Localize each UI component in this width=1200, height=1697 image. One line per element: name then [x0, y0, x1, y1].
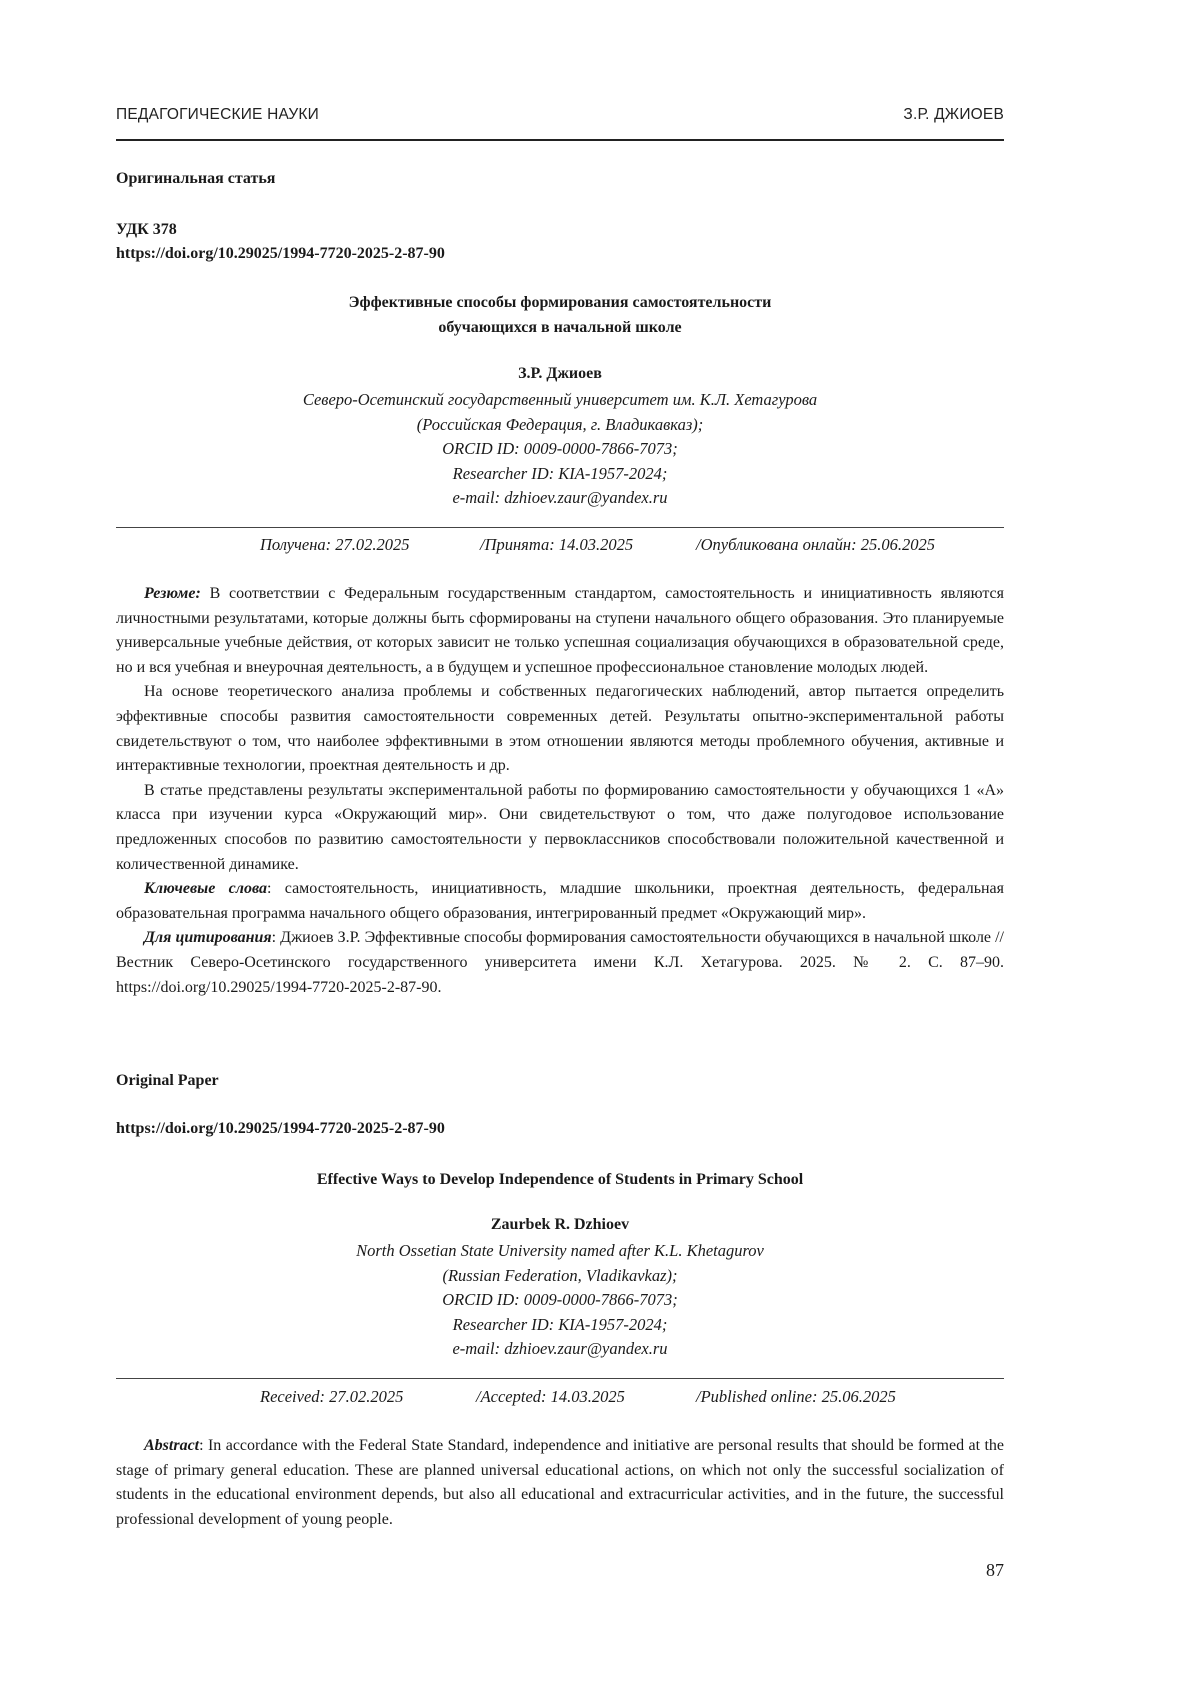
en-abstract-label: Abstract: [144, 1437, 200, 1454]
ru-affiliation-location: (Российская Федерация, г. Владикавказ);: [416, 414, 704, 434]
en-researcher-id: Researcher ID: KIA-1957-2024;: [452, 1314, 668, 1334]
en-affiliation-location: (Russian Federation, Vladikavkaz);: [442, 1265, 678, 1285]
ru-abstract-paragraph-2: На основе теоретического анализа проблемы и собственных педагогических наблюдений, автор пытается определить эффективные способы развития самостоятельности современных детей. Результаты опытно-экспериментальной работы свидетельствуют о том, что наиболее эффективными в этом отношении являются методы проблемного обучения, активные и интерактивные технологии, проектная деятельность и др.: [116, 683, 1004, 775]
en-affiliation-university: North Ossetian State University named after K.L. Khetagurov: [356, 1241, 764, 1260]
en-article-type: Original Paper: [116, 1072, 219, 1089]
en-received: Received: 27.02.2025: [260, 1387, 404, 1406]
ru-abstract: [116, 582, 1004, 1000]
ru-affiliation: [116, 388, 1004, 511]
running-head-author: З.Р. ДЖИОЕВ: [903, 106, 1004, 123]
ru-dates-rule: [116, 527, 1004, 528]
ru-udc: УДК 378: [116, 221, 177, 238]
ru-abstract-label: Резюме:: [144, 585, 201, 602]
en-dates-rule: [116, 1378, 1004, 1379]
en-doi: https://doi.org/10.29025/1994-7720-2025-2-87-90: [116, 1120, 445, 1137]
ru-keywords: Ключевые слова: самостоятельность, инициативность, младшие школьники, проектная деятельность, федеральная образовательная программа начального общего образования, интегрированный предмет «Окружающий мир».: [116, 880, 1005, 922]
ru-title: [116, 290, 1004, 340]
ru-keywords-label: Ключевые слова: [144, 880, 268, 898]
ru-title-line-1: Эффективные способы формирования самостоятельности: [348, 294, 772, 311]
ru-published: /Опубликована онлайн: 25.06.2025: [696, 535, 935, 554]
ru-citation: Для цитирования: Джиоев З.Р. Эффективные способы формирования самостоятельности обучающихся в начальной школе // Вестник Северо-Осетинского государственного университета имени К.Л. Хетагурова. 2025. № 2. С. 87–90. https://doi.org/10.29025/1994-7720-2025-2-87-90.: [116, 929, 1004, 996]
ru-email: e-mail: dzhioev.zaur@yandex.ru: [452, 488, 668, 507]
en-published: /Published online: 25.06.2025: [696, 1387, 896, 1406]
ru-affiliation-university: Северо-Осетинский государственный университет им. К.Л. Хетагурова: [302, 390, 818, 409]
header-rule: [116, 139, 1004, 141]
en-accepted: /Accepted: 14.03.2025: [476, 1387, 625, 1406]
ru-article-type: Оригинальная статья: [116, 170, 276, 187]
journal-page: [116, 0, 1004, 1697]
en-author: Zaurbek R. Dzhioev: [490, 1216, 630, 1233]
en-abstract-paragraph: Abstract: In accordance with the Federal State Standard, independence and initiative are personal results that should be formed at the stage of primary general education. These are planned universal educational actions, on which not only the successful socialization of students in the educational environment depends, but also all educational and extracurricular activities, and in the future, the successful professional development of young people.: [116, 1437, 1004, 1528]
en-email: e-mail: dzhioev.zaur@yandex.ru: [452, 1339, 668, 1358]
ru-author: З.Р. Джиоев: [518, 365, 602, 382]
en-abstract: [116, 1434, 1004, 1532]
page-number: 87: [986, 1560, 1004, 1580]
en-affiliation: [116, 1239, 1004, 1362]
ru-orcid: ORCID ID: 0009-0000-7866-7073;: [442, 439, 678, 458]
ru-doi: https://doi.org/10.29025/1994-7720-2025-2-87-90: [116, 245, 445, 262]
en-orcid: ORCID ID: 0009-0000-7866-7073;: [442, 1290, 678, 1309]
ru-title-line-2: обучающихся в начальной школе: [438, 319, 682, 336]
ru-accepted: /Принята: 14.03.2025: [480, 535, 634, 554]
ru-citation-label: Для цитирования: [144, 929, 272, 947]
ru-received: Получена: 27.02.2025: [260, 535, 410, 554]
en-title: Effective Ways to Develop Independence of Students in Primary School: [316, 1171, 804, 1188]
ru-researcher-id: Researcher ID: KIA-1957-2024;: [452, 463, 668, 483]
ru-abstract-paragraph-1: Резюме: В соответствии с Федеральным государственным стандартом, самостоятельность и инициативность являются личностными результатами, которые должны быть сформированы на ступени начального общего образования. Это планируемые универсальные учебные действия, от которых зависит не только успешная социализация обучающихся в образовательной среде, но и вся учебная и внеурочная деятельность, а в будущем и успешное профессиональное становление молодых людей.: [116, 585, 1004, 676]
running-head-section: ПЕДАГОГИЧЕСКИЕ НАУКИ: [116, 106, 319, 123]
ru-abstract-paragraph-3: В статье представлены результаты экспериментальной работы по формированию самостоятельности у обучающихся 1 «А» класса при изучении курса «Окружающий мир». Они свидетельствуют о том, что даже полугодовое использование предложенных способов по развитию самостоятельности у первоклассников способствовали положительной качественной и количественной динамике.: [116, 781, 1004, 873]
